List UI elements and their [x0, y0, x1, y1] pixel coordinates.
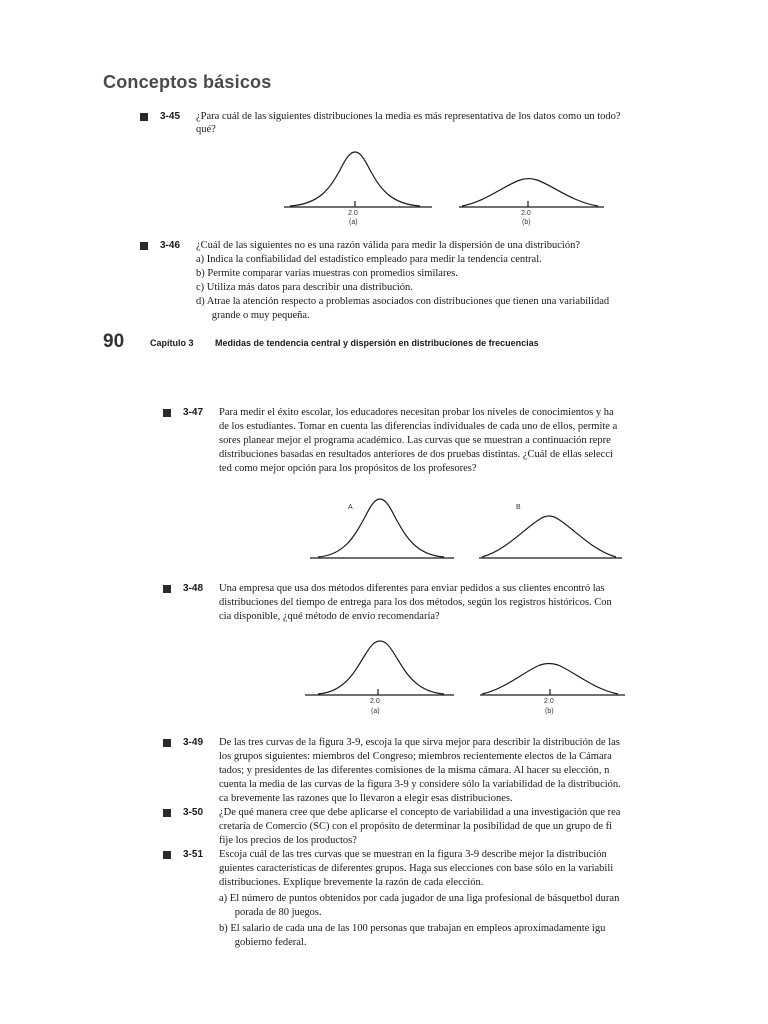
exercise-3-45-line: ¿Para cuál de las siguientes distribuciones la media es más representativa de los datos como un todo?	[196, 111, 621, 122]
exercise-3-49-line: los grupos siguientes: miembros del Congreso; miembros recientemente electos de la Cámara	[219, 751, 612, 762]
exercise-number-3-47: 3-47	[183, 407, 204, 418]
exercise-3-49-line: cuenta la media de las curvas de la figura 3-9 y considere sólo la variabilidad de la distribución.	[219, 779, 621, 790]
exercise-3-48-line: distribuciones del tiempo de entrega para los dos métodos, según los registros históricos. Con	[219, 597, 612, 608]
exercise-bullet	[163, 739, 171, 747]
figure-3-48-curves	[0, 635, 768, 715]
exercise-bullet	[163, 409, 171, 417]
option-b: b) Permite comparar varias muestras con promedios similares.	[196, 268, 458, 279]
tick-label: 2.0	[348, 210, 358, 217]
wide-normal-curve	[462, 179, 598, 207]
exercise-3-47-line: de los estudiantes. Tomar en cuenta las diferencias individuales de cada uno de ellos, permite a	[219, 421, 618, 432]
exercise-3-49-line: tados; y presidentes de las diferentes comisiones de la misma cámara. Al hacer su elección, n	[219, 765, 610, 776]
option-a: a) El número de puntos obtenidos por cada jugador de una liga profesional de básquetbol duran	[219, 893, 620, 904]
option-d-continued: grande o muy pequeña.	[196, 310, 310, 321]
option-d: d) Atrae la atención respecto a problemas asociados con distribuciones que tienen una variabilidad	[196, 296, 610, 307]
exercise-3-51-line: Escoja cuál de las tres curvas que se muestran en la figura 3-9 describe mejor la distribución	[219, 849, 607, 860]
curve-caption: (a)	[349, 219, 358, 226]
exercise-number-3-48: 3-48	[183, 583, 204, 594]
exercise-number-3-51: 3-51	[183, 849, 204, 860]
option-c: c) Utiliza más datos para describir una distribución.	[196, 282, 413, 293]
exercise-3-48-line: Una empresa que usa dos métodos diferentes para enviar pedidos a sus clientes encontró las	[219, 583, 605, 594]
exercise-3-51-line: guientes características de diferentes grupos. Haga sus elecciones con base sólo en la variabili	[219, 863, 614, 874]
exercise-3-51-line: distribuciones. Explique brevemente la razón de cada elección.	[219, 877, 484, 888]
option-b-continued: gobierno federal.	[219, 937, 307, 948]
exercise-bullet	[140, 113, 148, 121]
exercise-3-47-line: distribuciones basadas en resultados anteriores de dos pruebas distintas. ¿Cuál de ellas selecci	[219, 449, 613, 460]
exercise-3-49-line: ca brevemente las razones que lo llevaron a elegir esas distribuciones.	[219, 793, 513, 804]
exercise-3-50-line: ¿De qué manera cree que debe aplicarse el concepto de variabilidad a una investigación que rea	[219, 807, 621, 818]
curve-label-a: A	[348, 504, 353, 511]
option-a: a) Indica la confiabilidad del estadístico empleado para medir la tendencia central.	[196, 254, 542, 265]
option-a-continued: porada de 80 juegos.	[219, 907, 322, 918]
exercise-bullet	[163, 809, 171, 817]
exercise-3-50-line: fije los precios de los productos?	[219, 835, 357, 846]
wide-normal-curve	[482, 516, 616, 557]
curve-label-b: B	[516, 504, 521, 511]
exercise-3-47-line: sores planear mejor el programa académico. Las curvas que se muestran a continuación repre	[219, 435, 611, 446]
exercise-3-49-line: De las tres curvas de la figura 3-9, escoja la que sirva mejor para describir la distribución de las	[219, 737, 620, 748]
exercise-3-47-line: ted como mejor opción para los propósitos de los profesores?	[219, 463, 477, 474]
curve-caption: (b)	[545, 708, 554, 715]
narrow-normal-curve	[318, 641, 444, 694]
narrow-normal-curve	[290, 152, 420, 206]
tick-label: 2.0	[370, 698, 380, 705]
chapter-label: Capítulo 3	[150, 338, 194, 348]
narrow-normal-curve	[318, 499, 444, 557]
exercise-bullet	[163, 851, 171, 859]
tick-label: 2.0	[544, 698, 554, 705]
exercise-number-3-45: 3-45	[160, 111, 181, 122]
chapter-title: Medidas de tendencia central y dispersión en distribuciones de frecuencias	[215, 338, 539, 348]
curve-caption: (a)	[371, 708, 380, 715]
exercise-3-45-line: qué?	[196, 124, 216, 135]
exercise-bullet	[140, 242, 148, 250]
exercise-3-48-line: cia disponible, ¿qué método de envío recomendaría?	[219, 611, 440, 622]
exercise-number-3-50: 3-50	[183, 807, 204, 818]
exercise-3-47-line: Para medir el éxito escolar, los educadores necesitan probar los niveles de conocimientos y ha	[219, 407, 614, 418]
exercise-number-3-46: 3-46	[160, 240, 181, 251]
exercise-bullet	[163, 585, 171, 593]
exercise-3-50-line: cretaría de Comercio (SC) con el propósito de determinar la posibilidad de que un grupo de fi	[219, 821, 613, 832]
exercise-3-46-question: ¿Cuál de las siguientes no es una razón válida para medir la dispersión de una distribución?	[196, 240, 581, 251]
exercise-number-3-49: 3-49	[183, 737, 204, 748]
section-title: Conceptos básicos	[103, 72, 272, 92]
page-number: 90	[103, 331, 125, 352]
figure-3-47-curves	[0, 495, 768, 575]
tick-label: 2.0	[521, 210, 531, 217]
option-b: b) El salario de cada una de las 100 personas que trabajan en empleos aproximadamente igu	[219, 923, 606, 934]
curve-caption: (b)	[522, 219, 531, 226]
